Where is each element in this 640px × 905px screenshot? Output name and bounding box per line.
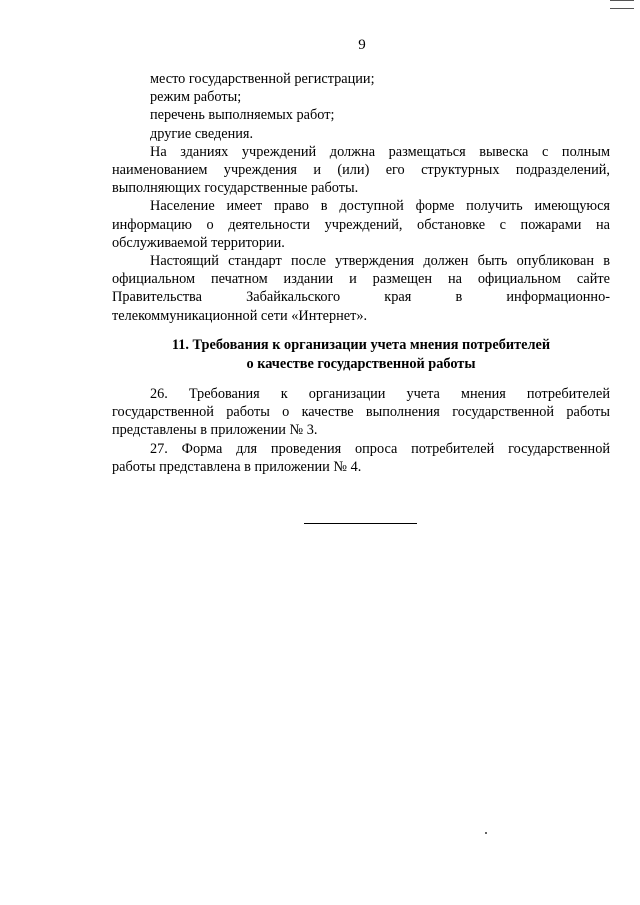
paragraph-item-27 xyxy=(112,440,610,476)
paragraph-line: работы представлена в приложении № 4. xyxy=(112,458,362,475)
paragraph-line: телекоммуникационной сети «Интернет». xyxy=(112,307,368,324)
paragraph-publication xyxy=(112,252,610,325)
section-heading xyxy=(112,336,610,374)
paragraph-line: представлены в приложении № 3. xyxy=(112,422,318,439)
paragraph-line: наименованием учреждения и (или) его структурных подразделений, xyxy=(112,162,610,179)
paragraph-line: 27. Форма для проведения опроса потребителей государственной xyxy=(150,440,610,457)
scan-dot xyxy=(485,832,487,834)
paragraph-line: обслуживаемой территории. xyxy=(112,234,285,251)
paragraph-line: Правительства Забайкальского края в информационно- xyxy=(112,289,610,306)
document-body-lower xyxy=(112,385,610,476)
paragraph-line: На зданиях учреждений должна размещаться вывеска с полным xyxy=(150,143,610,160)
list-item: режим работы; xyxy=(150,89,242,106)
paragraph-line: государственной работы о качестве выполнения государственной работы xyxy=(112,404,610,421)
document-body-upper xyxy=(112,70,610,325)
list-item: место государственной регистрации; xyxy=(150,71,375,87)
page-number: 9 xyxy=(358,37,366,53)
paragraph-line: выполняющих государственные работы. xyxy=(112,180,359,197)
section-heading-line: о качестве государственной работы xyxy=(246,356,476,372)
section-heading-line: 11. Требования к организации учета мнения потребителей xyxy=(171,337,551,353)
paragraph-signage xyxy=(112,143,610,198)
paragraph-line: 26. Требования к организации учета мнения потребителей xyxy=(150,386,610,402)
list-item: другие сведения. xyxy=(150,125,254,142)
paragraph-line: официальном печатном издании и размещен на официальном сайте xyxy=(112,271,610,288)
paragraph-public-access xyxy=(112,197,610,252)
paragraph-item-26 xyxy=(112,385,610,440)
paragraph-line: информацию о деятельности учреждений, обстановке с пожарами на xyxy=(112,216,610,233)
scan-corner-mark xyxy=(610,0,634,9)
end-of-document-rule xyxy=(304,523,417,524)
paragraph-line: Настоящий стандарт после утверждения должен быть опубликован в xyxy=(150,253,610,270)
list-item: перечень выполняемых работ; xyxy=(150,107,335,124)
paragraph-line: Население имеет право в доступной форме получить имеющуюся xyxy=(150,198,610,215)
